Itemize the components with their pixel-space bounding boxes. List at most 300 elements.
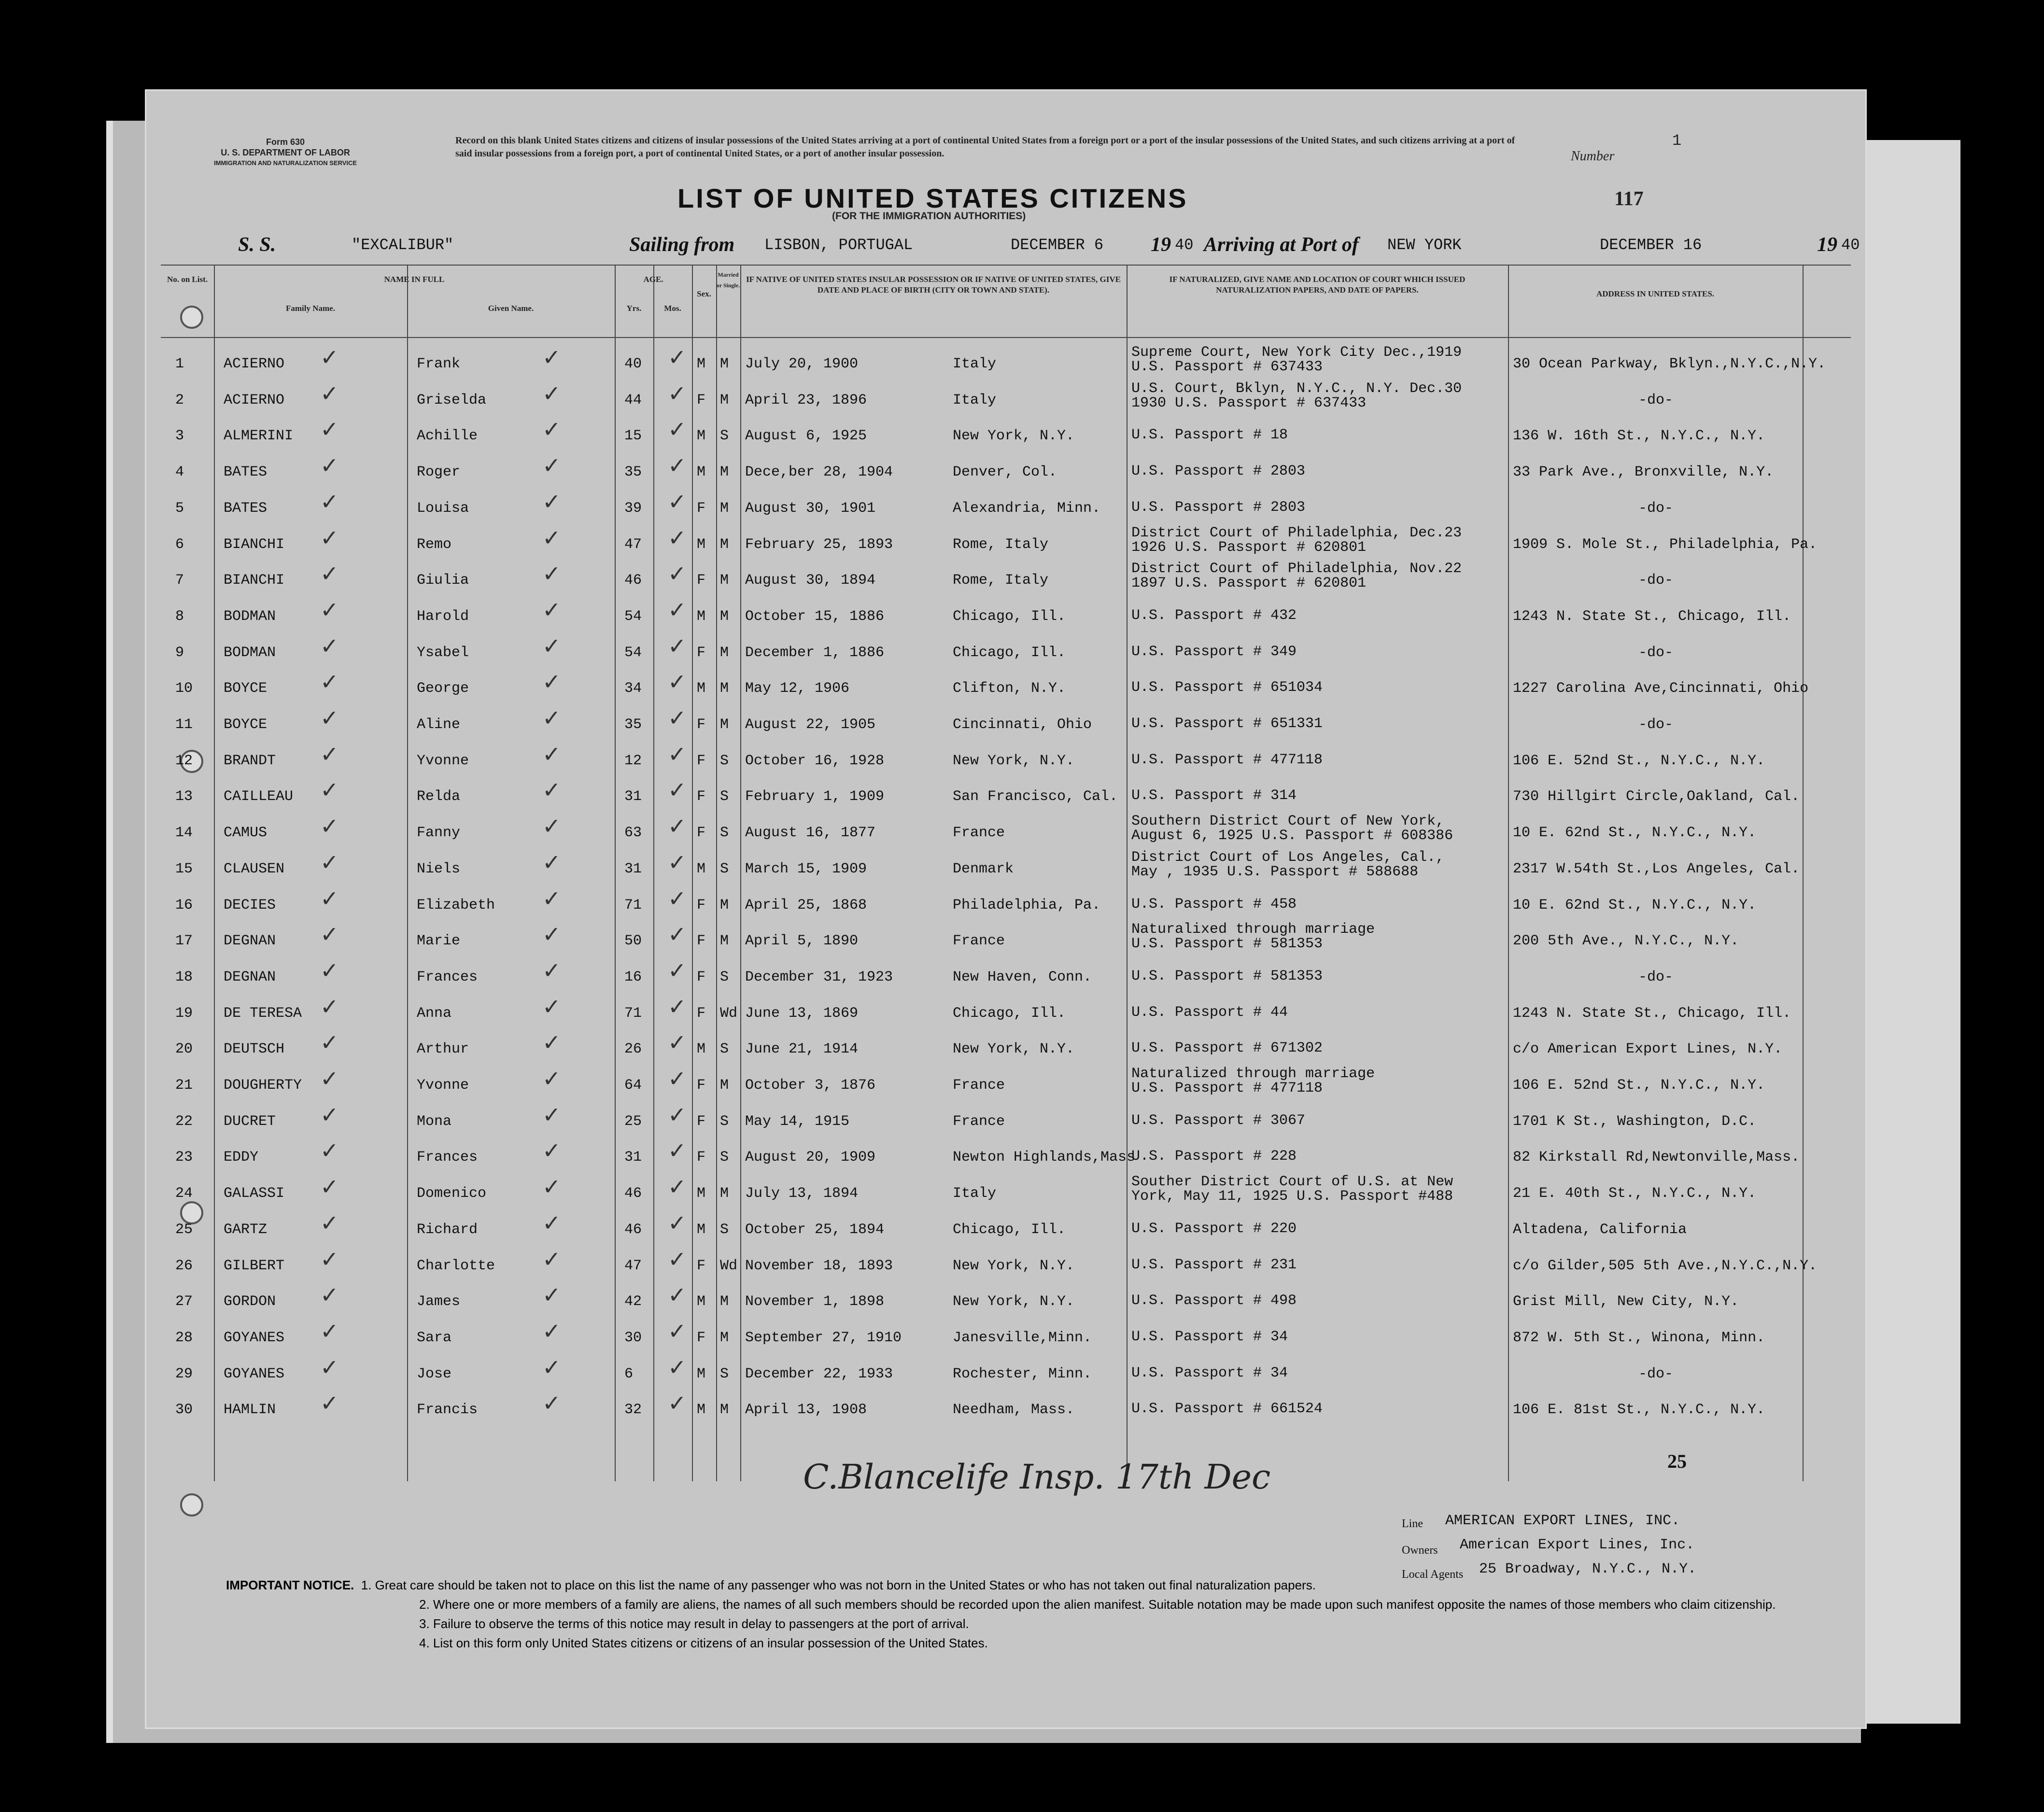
age-checkmark: ✓ xyxy=(668,777,687,803)
birth-date: April 25, 1868 xyxy=(745,897,867,913)
birth-date: April 23, 1896 xyxy=(745,392,867,408)
birth-place: Cincinnati, Ohio xyxy=(953,716,1092,733)
address: 10 E. 62nd St., N.Y.C., N.Y. xyxy=(1513,897,1757,913)
birth-place: France xyxy=(953,825,1005,842)
table-row xyxy=(161,705,1851,745)
age-years: 35 xyxy=(624,716,642,733)
age-years: 6 xyxy=(624,1365,634,1382)
marital-status: M xyxy=(720,1185,729,1202)
address: 2317 W.54th St.,Los Angeles, Cal. xyxy=(1513,860,1800,877)
header-family: Family Name. xyxy=(286,304,335,313)
sex: F xyxy=(697,897,706,913)
age-checkmark: ✓ xyxy=(668,1354,687,1380)
row-number: 1 xyxy=(175,356,184,372)
family-checkmark: ✓ xyxy=(320,705,339,731)
age-checkmark: ✓ xyxy=(668,452,687,479)
sex: M xyxy=(697,1041,706,1058)
naturalization-line-2: August 6, 1925 U.S. Passport # 608386 xyxy=(1131,828,1453,844)
naturalization-line-1: U.S. Passport # 34 xyxy=(1131,1328,1288,1345)
birth-date: Dece,ber 28, 1904 xyxy=(745,464,893,481)
naturalization-line-1: U.S. Passport # 458 xyxy=(1131,896,1297,913)
naturalization-line-1: U.S. Passport # 651034 xyxy=(1131,679,1323,696)
instructions-text: Record on this blank United States citizens and citizens of insular possessions of the United States arriving at a port of continental United States from a foreign port or a port of the insular possessions of the United States, and such citizens arriving at a port of said insular possessions from a foreign port, a port of continental United States, or a port of another insular possession. xyxy=(455,135,1515,159)
given-name: Giulia xyxy=(417,572,469,589)
family-checkmark: ✓ xyxy=(320,921,339,948)
arriving-label: Arriving at Port of xyxy=(1204,234,1359,256)
age-checkmark: ✓ xyxy=(668,849,687,875)
birth-date: July 13, 1894 xyxy=(745,1185,859,1202)
family-name: BIANCHI xyxy=(224,536,285,553)
row-number: 2 xyxy=(175,392,184,408)
family-name: EDDY xyxy=(224,1149,259,1166)
age-checkmark: ✓ xyxy=(668,813,687,840)
sex: F xyxy=(697,752,706,769)
family-checkmark: ✓ xyxy=(320,1209,339,1236)
sex: F xyxy=(697,392,706,408)
birth-place: Italy xyxy=(953,356,997,372)
family-checkmark: ✓ xyxy=(320,669,339,695)
address: 10 E. 62nd St., N.Y.C., N.Y. xyxy=(1513,825,1757,842)
sex: M xyxy=(697,1365,706,1382)
notice-item-1: 1. Great care should be taken not to place on this list the name of any passenger who was not born in the United States or who has not taken out final naturalization papers. xyxy=(361,1578,1316,1592)
birth-place: New York, N.Y. xyxy=(953,1293,1075,1310)
given-checkmark: ✓ xyxy=(542,1029,561,1056)
sex: F xyxy=(697,1077,706,1094)
marital-status: S xyxy=(720,1149,729,1166)
family-checkmark: ✓ xyxy=(320,849,339,875)
sex: M xyxy=(697,1221,706,1238)
naturalization-line-2: U.S. Passport # 477118 xyxy=(1131,1080,1323,1096)
age-years: 39 xyxy=(624,500,642,517)
given-checkmark: ✓ xyxy=(542,777,561,803)
row-number: 12 xyxy=(175,752,193,769)
naturalization-line-1: Naturalized through marriage xyxy=(1131,1066,1375,1082)
row-number: 10 xyxy=(175,680,193,697)
form-number: Form 630 xyxy=(266,137,305,147)
birth-place: Chicago, Ill. xyxy=(953,1221,1066,1238)
age-years: 46 xyxy=(624,572,642,589)
arrival-year: 40 xyxy=(1841,236,1860,254)
marital-status: S xyxy=(720,428,729,445)
table-row xyxy=(161,488,1851,529)
birth-date: October 25, 1894 xyxy=(745,1221,885,1238)
address: Grist Mill, New City, N.Y. xyxy=(1513,1293,1739,1310)
given-name: Relda xyxy=(417,788,461,805)
naturalization-line-2: 1930 U.S. Passport # 637433 xyxy=(1131,394,1367,411)
table-row xyxy=(161,885,1851,926)
given-name: Harold xyxy=(417,608,469,625)
age-years: 47 xyxy=(624,536,642,553)
age-checkmark: ✓ xyxy=(668,1390,687,1417)
given-checkmark: ✓ xyxy=(542,1138,561,1164)
birth-place: Alexandria, Minn. xyxy=(953,500,1101,517)
header-naturalized: IF NATURALIZED, GIVE NAME AND LOCATION OF COURT WHICH ISSUED NATURALIZATION PAPERS, AND DATE OF PAPERS. xyxy=(1169,275,1466,295)
header-sex: Sex. xyxy=(697,289,711,298)
age-years: 15 xyxy=(624,428,642,445)
owners-name: American Export Lines, Inc. xyxy=(1460,1537,1695,1553)
address: 21 E. 40th St., N.Y.C., N.Y. xyxy=(1513,1185,1757,1202)
sex: M xyxy=(697,1185,706,1202)
naturalization-line-1: Naturalixed through marriage xyxy=(1131,921,1375,938)
age-checkmark: ✓ xyxy=(668,921,687,948)
ship-name: "EXCALIBUR" xyxy=(352,236,454,254)
age-checkmark: ✓ xyxy=(668,741,687,767)
given-name: Richard xyxy=(417,1221,478,1238)
address: -do- xyxy=(1638,500,1674,517)
sex: M xyxy=(697,680,706,697)
address: 82 Kirkstall Rd,Newtonville,Mass. xyxy=(1513,1149,1800,1166)
table-row xyxy=(161,1209,1851,1250)
marital-status: M xyxy=(720,897,729,913)
family-checkmark: ✓ xyxy=(320,813,339,840)
table-row xyxy=(161,524,1851,565)
marital-status: M xyxy=(720,716,729,733)
given-name: Remo xyxy=(417,536,452,553)
family-name: DECIES xyxy=(224,897,276,913)
age-years: 54 xyxy=(624,644,642,661)
row-number: 22 xyxy=(175,1113,193,1130)
given-name: Marie xyxy=(417,933,461,950)
given-checkmark: ✓ xyxy=(542,596,561,623)
age-years: 54 xyxy=(624,608,642,625)
given-checkmark: ✓ xyxy=(542,957,561,983)
given-name: Niels xyxy=(417,860,461,877)
family-checkmark: ✓ xyxy=(320,993,339,1020)
naturalization-line-1: U.S. Passport # 44 xyxy=(1131,1004,1288,1021)
birth-place: Rome, Italy xyxy=(953,536,1049,553)
family-checkmark: ✓ xyxy=(320,885,339,912)
table-row xyxy=(161,1138,1851,1178)
family-name: GARTZ xyxy=(224,1221,268,1238)
sex: F xyxy=(697,644,706,661)
given-name: Sara xyxy=(417,1329,452,1346)
row-number: 3 xyxy=(175,428,184,445)
given-checkmark: ✓ xyxy=(542,741,561,767)
age-years: 44 xyxy=(624,392,642,408)
row-number: 9 xyxy=(175,644,184,661)
marital-status: M xyxy=(720,1402,729,1419)
given-name: Louisa xyxy=(417,500,469,517)
naturalization-line-1: U.S. Passport # 314 xyxy=(1131,787,1297,804)
age-years: 50 xyxy=(624,933,642,950)
sex: F xyxy=(697,716,706,733)
family-checkmark: ✓ xyxy=(320,1282,339,1308)
birth-date: November 18, 1893 xyxy=(745,1257,893,1274)
naturalization-line-1: U.S. Passport # 671302 xyxy=(1131,1040,1323,1057)
given-checkmark: ✓ xyxy=(542,705,561,731)
family-name: DEGNAN xyxy=(224,933,276,950)
birth-date: October 3, 1876 xyxy=(745,1077,876,1094)
given-name: Ysabel xyxy=(417,644,469,661)
age-checkmark: ✓ xyxy=(668,561,687,587)
family-checkmark: ✓ xyxy=(320,632,339,659)
important-notice xyxy=(226,1575,1819,1653)
sex: F xyxy=(697,572,706,589)
family-checkmark: ✓ xyxy=(320,1354,339,1380)
marital-status: M xyxy=(720,356,729,372)
address: 136 W. 16th St., N.Y.C., N.Y. xyxy=(1513,428,1765,445)
address: -do- xyxy=(1638,572,1674,589)
row-number: 15 xyxy=(175,860,193,877)
table-row xyxy=(161,1101,1851,1142)
address: 106 E. 81st St., N.Y.C., N.Y. xyxy=(1513,1402,1765,1419)
birth-place: Italy xyxy=(953,1185,997,1202)
marital-status: M xyxy=(720,392,729,408)
family-name: GOYANES xyxy=(224,1329,285,1346)
naturalization-line-2: 1926 U.S. Passport # 620801 xyxy=(1131,539,1367,556)
family-name: BODMAN xyxy=(224,644,276,661)
birth-date: October 16, 1928 xyxy=(745,752,885,769)
naturalization-line-2: 1897 U.S. Passport # 620801 xyxy=(1131,575,1367,592)
birth-date: June 13, 1869 xyxy=(745,1005,859,1022)
table-row xyxy=(161,1282,1851,1322)
sex: M xyxy=(697,536,706,553)
birth-date: September 27, 1910 xyxy=(745,1329,902,1346)
table-row xyxy=(161,1354,1851,1395)
marital-status: M xyxy=(720,1293,729,1310)
family-checkmark: ✓ xyxy=(320,452,339,479)
row-number: 29 xyxy=(175,1365,193,1382)
table-row xyxy=(161,921,1851,962)
given-name: Aline xyxy=(417,716,461,733)
manifest-page xyxy=(145,89,1867,1729)
given-checkmark: ✓ xyxy=(542,1209,561,1236)
birth-place: Italy xyxy=(953,392,997,408)
birth-place: San Francisco, Cal. xyxy=(953,788,1118,805)
ss-label: S. S. xyxy=(238,234,276,256)
birth-place: Newton Highlands,Mass xyxy=(953,1149,1136,1166)
age-years: 26 xyxy=(624,1041,642,1058)
given-checkmark: ✓ xyxy=(542,921,561,948)
birth-place: France xyxy=(953,1113,1005,1130)
sex: M xyxy=(697,860,706,877)
table-row xyxy=(161,1318,1851,1359)
naturalization-line-1: U.S. Passport # 231 xyxy=(1131,1256,1297,1273)
arrival-date: DECEMBER 16 xyxy=(1600,236,1702,254)
row-number: 26 xyxy=(175,1257,193,1274)
birth-place: Needham, Mass. xyxy=(953,1402,1075,1419)
marital-status: S xyxy=(720,860,729,877)
sex: M xyxy=(697,356,706,372)
marital-status: M xyxy=(720,536,729,553)
birth-date: May 14, 1915 xyxy=(745,1113,850,1130)
page-title: LIST OF UNITED STATES CITIZENS xyxy=(677,183,1188,213)
address: 200 5th Ave., N.Y.C., N.Y. xyxy=(1513,933,1739,950)
given-name: Elizabeth xyxy=(417,897,495,913)
family-name: ALMERINI xyxy=(224,428,294,445)
birth-place: Chicago, Ill. xyxy=(953,608,1066,625)
age-checkmark: ✓ xyxy=(668,1318,687,1344)
address: -do- xyxy=(1638,392,1674,408)
birth-place: Denmark xyxy=(953,860,1014,877)
marital-status: M xyxy=(720,500,729,517)
given-checkmark: ✓ xyxy=(542,885,561,912)
age-years: 46 xyxy=(624,1185,642,1202)
marital-status: S xyxy=(720,825,729,842)
table-row xyxy=(161,1066,1851,1106)
family-name: DEUTSCH xyxy=(224,1041,285,1058)
sex: F xyxy=(697,1329,706,1346)
marital-status: S xyxy=(720,1041,729,1058)
sex: F xyxy=(697,1113,706,1130)
age-years: 32 xyxy=(624,1402,642,1419)
birth-place: Philadelphia, Pa. xyxy=(953,897,1101,913)
age-checkmark: ✓ xyxy=(668,1282,687,1308)
age-checkmark: ✓ xyxy=(668,1029,687,1056)
age-checkmark: ✓ xyxy=(668,993,687,1020)
table-row xyxy=(161,993,1851,1034)
birth-place: Denver, Col. xyxy=(953,464,1057,481)
marital-status: S xyxy=(720,752,729,769)
address: 1227 Carolina Ave,Cincinnati, Ohio xyxy=(1513,680,1809,697)
birth-date: August 22, 1905 xyxy=(745,716,876,733)
marital-status: Wd xyxy=(720,1257,738,1274)
birth-date: February 1, 1909 xyxy=(745,788,885,805)
family-checkmark: ✓ xyxy=(320,416,339,443)
row-number: 14 xyxy=(175,825,193,842)
family-checkmark: ✓ xyxy=(320,1066,339,1092)
age-years: 31 xyxy=(624,1149,642,1166)
age-checkmark: ✓ xyxy=(668,1066,687,1092)
birth-date: October 15, 1886 xyxy=(745,608,885,625)
table-row xyxy=(161,741,1851,782)
address: 1243 N. State St., Chicago, Ill. xyxy=(1513,608,1791,625)
given-name: Jose xyxy=(417,1365,452,1382)
family-name: CLAUSEN xyxy=(224,860,285,877)
row-number: 20 xyxy=(175,1041,193,1058)
birth-date: April 5, 1890 xyxy=(745,933,859,950)
address: -do- xyxy=(1638,644,1674,661)
family-name: HAMLIN xyxy=(224,1402,276,1419)
row-number: 8 xyxy=(175,608,184,625)
naturalization-line-2: U.S. Passport # 581353 xyxy=(1131,936,1323,953)
header-yrs: Yrs. xyxy=(626,304,642,313)
table-row xyxy=(161,561,1851,601)
marital-status: M xyxy=(720,680,729,697)
year-label: 19 xyxy=(1817,234,1837,256)
birth-place: New York, N.Y. xyxy=(953,428,1075,445)
row-number: 23 xyxy=(175,1149,193,1166)
given-checkmark: ✓ xyxy=(542,1174,561,1200)
marital-status: M xyxy=(720,644,729,661)
birth-place: Rome, Italy xyxy=(953,572,1049,589)
page-subtitle: (FOR THE IMMIGRATION AUTHORITIES) xyxy=(832,211,1026,222)
given-checkmark: ✓ xyxy=(542,452,561,479)
family-name: GALASSI xyxy=(224,1185,285,1202)
table-row xyxy=(161,1029,1851,1070)
naturalization-line-1: U.S. Passport # 228 xyxy=(1131,1148,1297,1165)
age-checkmark: ✓ xyxy=(668,416,687,443)
departure-port: LISBON, PORTUGAL xyxy=(764,236,913,254)
given-checkmark: ✓ xyxy=(542,561,561,587)
row-number: 7 xyxy=(175,572,184,589)
family-checkmark: ✓ xyxy=(320,741,339,767)
given-checkmark: ✓ xyxy=(542,1318,561,1344)
age-checkmark: ✓ xyxy=(668,596,687,623)
sex: M xyxy=(697,464,706,481)
header-mos: Mos. xyxy=(664,304,681,313)
family-name: BATES xyxy=(224,500,268,517)
age-checkmark: ✓ xyxy=(668,1246,687,1272)
form-identifier xyxy=(214,137,357,169)
address: 30 Ocean Parkway, Bklyn.,N.Y.C.,N.Y. xyxy=(1513,356,1826,372)
rule xyxy=(161,265,1851,266)
given-checkmark: ✓ xyxy=(542,1390,561,1417)
sex: M xyxy=(697,608,706,625)
birth-date: May 12, 1906 xyxy=(745,680,850,697)
given-name: Charlotte xyxy=(417,1257,495,1274)
age-years: 16 xyxy=(624,969,642,985)
age-years: 42 xyxy=(624,1293,642,1310)
notice-item-4: 4. List on this form only United States citizens or citizens of an insular possession of the United States. xyxy=(419,1636,988,1650)
given-checkmark: ✓ xyxy=(542,1066,561,1092)
given-checkmark: ✓ xyxy=(542,632,561,659)
family-name: BOYCE xyxy=(224,716,268,733)
marital-status: S xyxy=(720,1221,729,1238)
number-label: Number xyxy=(1571,149,1615,164)
family-name: GORDON xyxy=(224,1293,276,1310)
naturalization-line-1: U.S. Passport # 34 xyxy=(1131,1364,1288,1381)
row-number: 24 xyxy=(175,1185,193,1202)
table-row xyxy=(161,1174,1851,1214)
marital-status: M xyxy=(720,933,729,950)
naturalization-line-1: U.S. Passport # 2803 xyxy=(1131,463,1306,480)
given-checkmark: ✓ xyxy=(542,1101,561,1128)
voyage-line xyxy=(224,233,1865,257)
age-checkmark: ✓ xyxy=(668,380,687,407)
header-no: No. on List. xyxy=(167,275,208,284)
line-name: AMERICAN EXPORT LINES, INC. xyxy=(1445,1513,1680,1529)
birth-date: August 30, 1901 xyxy=(745,500,876,517)
age-years: 34 xyxy=(624,680,642,697)
family-checkmark: ✓ xyxy=(320,1029,339,1056)
family-name: DUCRET xyxy=(224,1113,276,1130)
family-checkmark: ✓ xyxy=(320,488,339,515)
row-number: 16 xyxy=(175,897,193,913)
naturalization-line-1: U.S. Court, Bklyn, N.Y.C., N.Y. Dec.30 xyxy=(1131,380,1462,397)
sex: F xyxy=(697,933,706,950)
header-name: NAME IN FULL xyxy=(384,275,445,284)
given-checkmark: ✓ xyxy=(542,1354,561,1380)
age-years: 47 xyxy=(624,1257,642,1274)
table-row xyxy=(161,416,1851,457)
page-number: 117 xyxy=(1614,188,1644,210)
address: 872 W. 5th St., Winona, Minn. xyxy=(1513,1329,1765,1346)
age-checkmark: ✓ xyxy=(668,1174,687,1200)
birth-date: June 21, 1914 xyxy=(745,1041,859,1058)
naturalization-line-1: U.S. Passport # 477118 xyxy=(1131,751,1323,768)
family-name: BIANCHI xyxy=(224,572,285,589)
year-label: 19 xyxy=(1151,234,1171,256)
sailing-label: Sailing from xyxy=(629,234,735,256)
birth-date: August 20, 1909 xyxy=(745,1149,876,1166)
age-years: 30 xyxy=(624,1329,642,1346)
naturalization-line-1: Southern District Court of New York, xyxy=(1131,813,1445,830)
table-row xyxy=(161,777,1851,817)
owners-label: Owners xyxy=(1402,1544,1438,1557)
age-checkmark: ✓ xyxy=(668,1101,687,1128)
number-value: 1 xyxy=(1672,132,1682,150)
naturalization-line-1: U.S. Passport # 498 xyxy=(1131,1292,1297,1309)
passenger-table xyxy=(161,265,1851,1481)
birth-date: December 22, 1933 xyxy=(745,1365,893,1382)
birth-date: August 16, 1877 xyxy=(745,825,876,842)
age-checkmark: ✓ xyxy=(668,1209,687,1236)
family-name: DE TERESA xyxy=(224,1005,302,1022)
family-checkmark: ✓ xyxy=(320,777,339,803)
family-name: GILBERT xyxy=(224,1257,285,1274)
marital-status: S xyxy=(720,788,729,805)
